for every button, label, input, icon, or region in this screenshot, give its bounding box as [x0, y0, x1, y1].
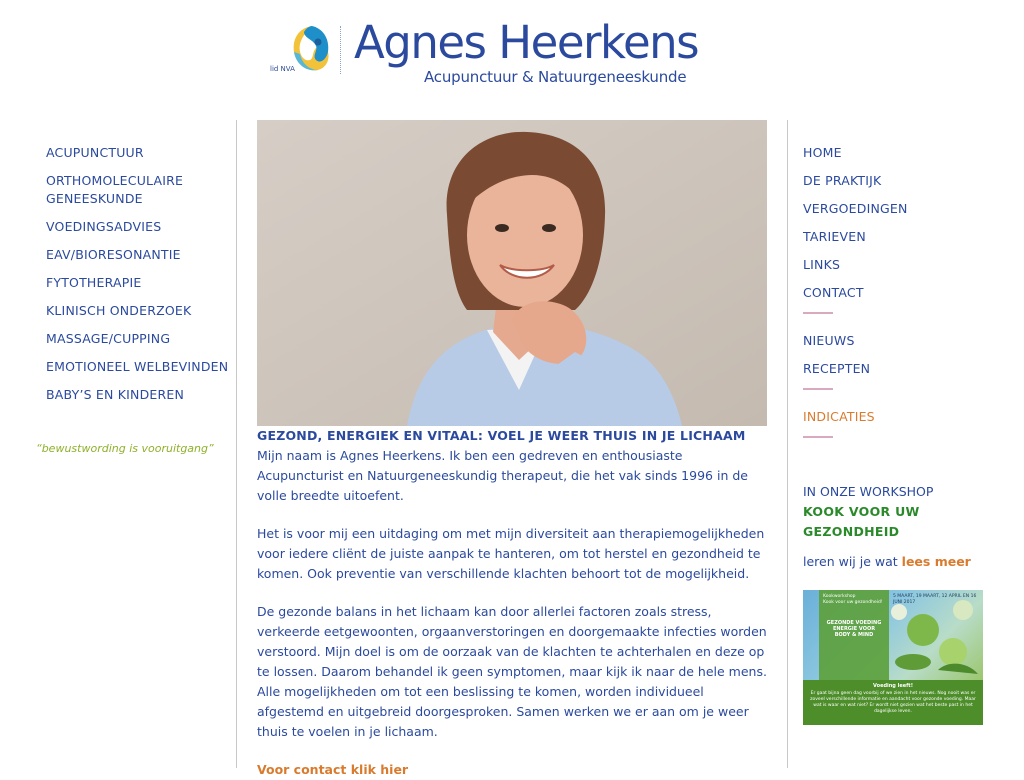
workshop-title: KOOK VOOR UW GEZONDHEID — [803, 504, 920, 539]
nav-item-recepten[interactable]: RECEPTEN — [803, 361, 871, 376]
main-content — [257, 428, 767, 780]
site-name: Agnes Heerkens — [354, 16, 699, 69]
site-logo[interactable] — [268, 16, 768, 92]
poster-bottom-band — [803, 680, 983, 725]
nav-item-fytotherapie[interactable]: FYTOTHERAPIE — [46, 275, 142, 290]
site-subtitle: Acupunctuur & Natuurgeneeskunde — [424, 68, 687, 86]
nav-item-indicaties[interactable]: INDICATIES — [803, 409, 875, 424]
lees-meer-link[interactable]: lees meer — [901, 554, 971, 569]
workshop-poster-image[interactable] — [803, 590, 983, 725]
approach-paragraph: Het is voor mij een uitdaging om met mijn diversiteit aan therapiemogelijkheden voor iedere cliënt de juiste aanpak te hanteren, om tot herstel en gezondheid te komen. Ook preventie van verschillende klachten behoort tot de mogelijkheid. — [257, 526, 765, 581]
nav-item-klinisch-onderzoek[interactable]: KLINISCH ONDERZOEK — [46, 303, 192, 318]
yin-yang-logo-icon — [290, 24, 330, 74]
poster-band-title: Kookworkshop Kook voor uw gezondheid! — [823, 594, 883, 605]
nav-item-acupunctuur[interactable]: ACUPUNCTUUR — [46, 145, 144, 160]
nav-item-vergoedingen[interactable]: VERGOEDINGEN — [803, 201, 908, 216]
logo-divider — [340, 26, 341, 74]
workshop-intro: IN ONZE WORKSHOP — [803, 484, 934, 499]
nav-item-orthomoleculaire-geneeskunde[interactable]: ORTHOMOLECULAIRE GENEESKUNDE — [46, 173, 184, 206]
nav-item-links[interactable]: LINKS — [803, 257, 841, 272]
nav-separator — [803, 312, 833, 314]
poster-band-heading: GEZONDE VOEDING ENERGIE VOOR BODY & MIND — [826, 620, 882, 638]
hero-portrait-photo — [257, 120, 767, 426]
tagline: “bewustwording is vooruitgang” — [36, 442, 214, 455]
nav-item-de-praktijk[interactable]: DE PRAKTIJK — [803, 173, 882, 188]
nav-item-tarieven[interactable]: TARIEVEN — [803, 229, 866, 244]
nav-item-home[interactable]: HOME — [803, 145, 842, 160]
workshop-more-text: leren wij je wat — [803, 554, 902, 569]
nav-separator — [803, 436, 833, 438]
nav-item-massage-cupping[interactable]: MASSAGE/CUPPING — [46, 331, 171, 346]
left-column-divider — [236, 120, 237, 768]
logo-membership-label: lid NVA — [270, 65, 295, 73]
intro-paragraph: Mijn naam is Agnes Heerkens. Ik ben een gedreven en enthousiaste Acupuncturist en Natuurgeneeskundig therapeut, die het vak sinds 1996 in de volle breedte uitoefent. — [257, 448, 748, 503]
balance-paragraph: De gezonde balans in het lichaam kan door allerlei factoren zoals stress, verkeerde eetgewoonten, orgaanverstoringen en doorgemaakte infecties worden verstoord. Mijn doel is om de oorzaak van de klachten te achterhalen en deze op te lossen. Daarom behandel ik geen symptomen, maar kijk ik naar de hele mens. Alle mogelijkheden om tot een beslissing te komen, worden individueel afgestemd en uitgebreid doorgesproken. Samen werken we er aan om je weer thuis te voelen in je lichaam. — [257, 604, 767, 739]
workshop-promo — [803, 482, 993, 572]
nav-item-voedingsadvies[interactable]: VOEDINGSADVIES — [46, 219, 162, 234]
nav-separator — [803, 388, 833, 390]
treatment-nav — [46, 144, 231, 414]
poster-bottom-heading: Voeding leeft! — [873, 683, 913, 689]
nav-item-eav-bioresonantie[interactable]: EAV/BIORESONANTIE — [46, 247, 181, 262]
portrait-illustration — [257, 120, 767, 426]
poster-title-band — [819, 590, 889, 680]
site-nav — [803, 144, 993, 456]
nav-item-babys-en-kinderen[interactable]: BABY’S EN KINDEREN — [46, 387, 185, 402]
nav-item-nieuws[interactable]: NIEUWS — [803, 333, 855, 348]
contact-link[interactable]: Voor contact klik hier — [257, 762, 409, 777]
workshop-more-line — [803, 552, 993, 572]
poster-bottom-text: Er gaat bijna geen dag voorbij of we zien in het nieuws. Nog nooit was er zoveel verschillende informatie en aandacht voor gezonde voeding. Maar wat is waar en wat niet? Er wordt niet gezien wat het beste past in het dagelijkse leven. — [810, 691, 976, 714]
poster-dates: 5 MAART, 19 MAART, 12 APRIL EN 16 JUNI 2017 — [893, 594, 977, 605]
nav-item-emotioneel-welbevinden[interactable]: EMOTIONEEL WELBEVINDEN — [46, 359, 229, 374]
right-column-divider — [787, 120, 788, 768]
nav-item-contact[interactable]: CONTACT — [803, 285, 864, 300]
main-heading: GEZOND, ENERGIEK EN VITAAL: VOEL JE WEER THUIS IN JE LICHAAM — [257, 428, 746, 443]
